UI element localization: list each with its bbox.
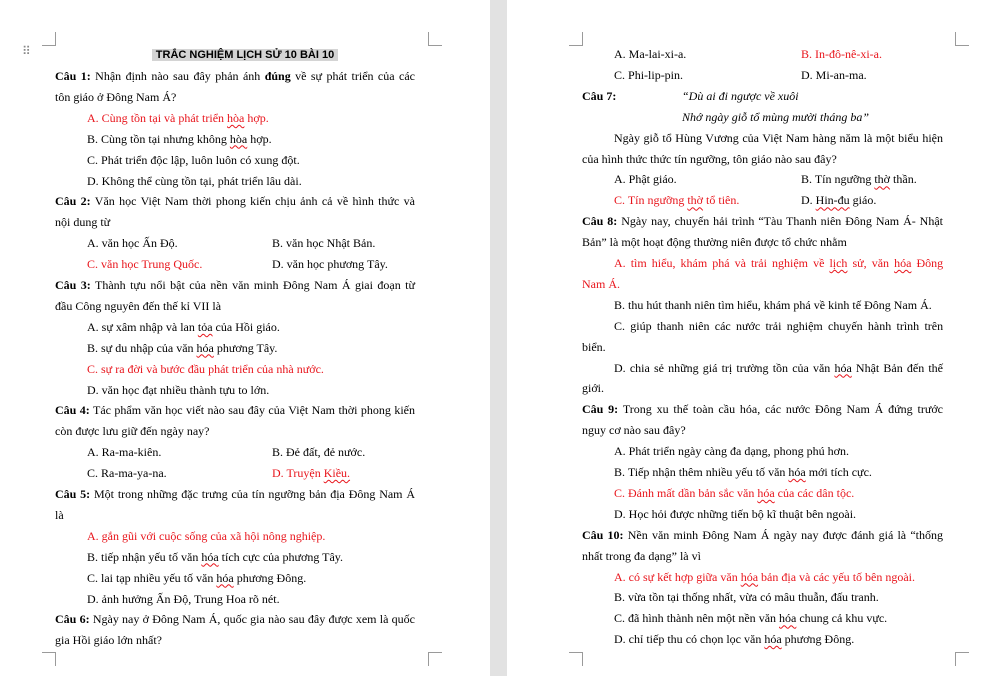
question-line [55, 611, 415, 627]
answer-option-correct: C. văn học Trung Quốc. [87, 257, 203, 272]
spellcheck-word: hóa [740, 569, 759, 584]
question-line [582, 401, 943, 417]
answer-option: A. sự xâm nhập và lan tỏa của Hồi giáo. [87, 319, 280, 334]
margin-corner-mark [42, 652, 56, 666]
question-number: Câu 6: [55, 612, 90, 627]
question-number: Câu 1: [55, 69, 91, 83]
answer-option: A. Phật giáo. [614, 172, 677, 187]
answer-option-correct: A. gắn gũi với cuộc sống của xã hội nông nghiệp. [87, 528, 326, 543]
question-number: Câu 2: [55, 194, 91, 209]
document-page-right[interactable] [507, 0, 1003, 676]
spellcheck-word: hóa [834, 360, 852, 375]
question-text: về sự phát triển của các [290, 69, 415, 83]
question-number: Câu 7: [582, 88, 617, 103]
question-line [55, 193, 415, 209]
answer-option: C. lai tạp nhiều yếu tố văn hóa phương Đông. [87, 570, 307, 585]
answer-option-correct: D. Truyện Kiều. [272, 466, 351, 481]
question-text: Ngày nay, chuyến hải trình “Tàu Thanh niên Đông Nam Á- Nhật [617, 214, 943, 229]
answer-option: A. Ra-ma-kiên. [87, 445, 162, 460]
question-number: Câu 3: [55, 278, 91, 292]
continuation-line: nguy cơ nào sau đây? [582, 423, 686, 438]
document-page-left[interactable] [0, 0, 490, 676]
answer-option-correct: A. tìm hiểu, khám phá và trải nghiệm về lịch sử, văn hóa Đông [614, 256, 944, 270]
question-emphasis: đúng [264, 69, 291, 83]
spellcheck-word: hóa [788, 465, 806, 479]
continuation-line: là [55, 507, 64, 522]
margin-corner-mark [955, 32, 969, 46]
answer-option-correct: C. Đánh mất dần bản sắc văn hóa của các dân tộc. [614, 485, 855, 500]
document-title: TRẮC NGHIỆM LỊCH SỬ 10 BÀI 10 [152, 49, 338, 61]
question-number: Câu 5: [55, 487, 91, 501]
question-line [582, 527, 943, 543]
spellcheck-word: hóa [779, 611, 797, 626]
question-number: Câu 9: [582, 402, 619, 417]
answer-option: C. Ra-ma-ya-na. [87, 466, 167, 481]
answer-option-correct: B. In-đô-nê-xi-a. [801, 47, 882, 61]
continuation-line: gia Hồi giáo lớn nhất? [55, 633, 162, 648]
document-title-line [0, 46, 490, 63]
answer-option: B. văn học Nhật Bản. [272, 236, 376, 251]
question-line [55, 68, 415, 84]
answer-option: D. chia sẻ những giá trị trường tồn của văn hóa Nhật Bản đến thế [614, 360, 944, 375]
answer-option: D. văn học đạt nhiều thành tựu to lớn. [87, 382, 270, 397]
question-text: Một trong những đặc trưng của tín ngưỡng bản địa Đông Nam Á [90, 487, 416, 501]
answer-option-correct: A. Cùng tồn tại và phát triển hòa hợp. [87, 110, 269, 125]
poem-line: Nhớ ngày giỗ tổ mùng mười tháng ba” [682, 109, 870, 124]
answer-option: B. sự du nhập của văn hóa phương Tây. [87, 340, 278, 355]
answer-option: B. Tiếp nhận thêm nhiều yếu tố văn hóa mới tích cực. [614, 465, 872, 479]
answer-option: C. giúp thanh niên các nước trải nghiệm chuyến hành trình trên [614, 318, 944, 333]
continuation-line: đầu Công nguyên đến thế kỉ VII là [55, 298, 222, 313]
question-line [582, 213, 943, 229]
margin-corner-mark [569, 32, 583, 46]
answer-option-correct: C. Tín ngưỡng thờ tổ tiên. [614, 193, 740, 208]
drag-handle-icon[interactable]: ⠿ [22, 44, 32, 58]
spellcheck-word: lịch [829, 256, 848, 270]
question-text: Nền văn minh Đông Nam Á ngày nay được đánh giá là “thống [623, 527, 943, 542]
spellcheck-word: hóa [216, 570, 234, 585]
spellcheck-word: hóa [894, 256, 912, 270]
question-line [55, 277, 415, 293]
continuation-line: biển. [582, 339, 606, 354]
margin-corner-mark [428, 652, 442, 666]
answer-option: C. Phát triển độc lập, luôn luôn có xung đột. [87, 152, 300, 167]
answer-option: D. Hin-đu giáo. [801, 193, 877, 208]
question-text: Nhận định nào sau đây phản ánh [90, 69, 265, 83]
spellcheck-word: tỏa [197, 319, 213, 334]
spellcheck-word: hóa [757, 485, 775, 500]
continuation-line: Bản” là một hoạt động thường niên được tổ chức nhằm [582, 235, 847, 250]
margin-corner-mark [955, 652, 969, 666]
answer-option: D. chỉ tiếp thu có chọn lọc văn hóa phương Đông. [614, 632, 855, 647]
spellcheck-word: hóa [764, 632, 782, 647]
answer-option: D. ảnh hưởng Ấn Độ, Trung Hoa rõ nét. [87, 591, 280, 606]
answer-option: B. thu hút thanh niên tìm hiểu, khám phá về kinh tế Đông Nam Á. [614, 297, 932, 312]
spellcheck-word: hòa [227, 110, 245, 125]
question-line [55, 402, 415, 418]
spellcheck-word: thờ [687, 193, 704, 208]
continuation-line: của hình thức thức tín ngưỡng, tôn giáo nào sau đây? [582, 151, 837, 166]
margin-corner-mark [42, 32, 56, 46]
answer-option: C. đã hình thành nên một nền văn hóa chung cả khu vực. [614, 611, 888, 626]
poem-line: “Dù ai đi ngược về xuôi [682, 88, 799, 103]
spellcheck-word: thờ [874, 172, 891, 187]
answer-option: B. Tín ngưỡng thờ thần. [801, 172, 917, 187]
margin-corner-mark [569, 652, 583, 666]
continuation-line: còn được lưu giữ đến ngày nay? [55, 424, 210, 439]
answer-option: D. Mi-an-ma. [801, 67, 867, 82]
continuation-line: giới. [582, 381, 605, 396]
question-text: Ngày nay ở Đông Nam Á, quốc gia nào sau đây được xem là quốc [89, 612, 415, 627]
question-text: Thành tựu nổi bật của nền văn minh Đông Nam Á giai đoạn từ [90, 278, 415, 292]
answer-option: C. Phi-lip-pin. [614, 67, 684, 82]
spellcheck-word: hóa [201, 549, 219, 564]
question-number: Câu 10: [582, 527, 624, 542]
answer-option-correct: A. có sự kết hợp giữa văn hóa bản địa và các yếu tố bên ngoài. [614, 569, 916, 584]
question-number: Câu 8: [582, 214, 618, 229]
answer-option: D. Không thể cùng tồn tại, phát triển lâu dài. [87, 173, 302, 188]
margin-corner-mark [428, 32, 442, 46]
spellcheck-word: Kiều. [323, 466, 351, 481]
answer-option: B. Cùng tồn tại nhưng không hòa hợp. [87, 131, 272, 146]
answer-option: B. tiếp nhận yếu tố văn hóa tích cực của phương Tây. [87, 549, 344, 564]
continuation-line: tôn giáo ở Đông Nam Á? [55, 89, 177, 104]
question-text: Tác phẩm văn học viết nào sau đây của Việt Nam thời phong kiến [89, 403, 415, 418]
answer-option: D. văn học phương Tây. [272, 257, 388, 272]
paragraph-line: Ngày giỗ tổ Hùng Vương của Việt Nam hàng năm là một biểu hiện [614, 130, 943, 145]
continuation-line: Nam Á. [582, 276, 620, 291]
answer-option: A. Ma-lai-xi-a. [614, 47, 687, 61]
continuation-line: nhất trong đa dạng” là vì [582, 548, 701, 563]
answer-option: B. vừa tồn tại thống nhất, vừa có mâu thuẫn, đấu tranh. [614, 590, 879, 605]
answer-option: A. văn học Ấn Độ. [87, 236, 178, 251]
answer-option: D. Học hỏi được những tiến bộ kĩ thuật bên ngoài. [614, 506, 857, 521]
continuation-line: nội dung từ [55, 215, 111, 230]
answer-option-correct: C. sự ra đời và bước đầu phát triển của nhà nước. [87, 361, 324, 376]
spellcheck-word: hòa [229, 131, 248, 146]
question-number: Câu 4: [55, 403, 90, 418]
question-text: Văn học Việt Nam thời phong kiến chịu ảnh cả về hình thức và [90, 194, 415, 209]
spellcheck-word: Hin-đu [815, 193, 850, 208]
page-gutter [490, 0, 507, 676]
question-line [55, 486, 415, 502]
question-text: Trong xu thế toàn cầu hóa, các nước Đông Nam Á đứng trước [618, 402, 943, 417]
answer-option: A. Phát triển ngày càng đa dạng, phong phú hơn. [614, 444, 850, 459]
spellcheck-word: hóa [196, 340, 214, 355]
answer-option: B. Đẻ đất, đẻ nước. [272, 445, 366, 460]
